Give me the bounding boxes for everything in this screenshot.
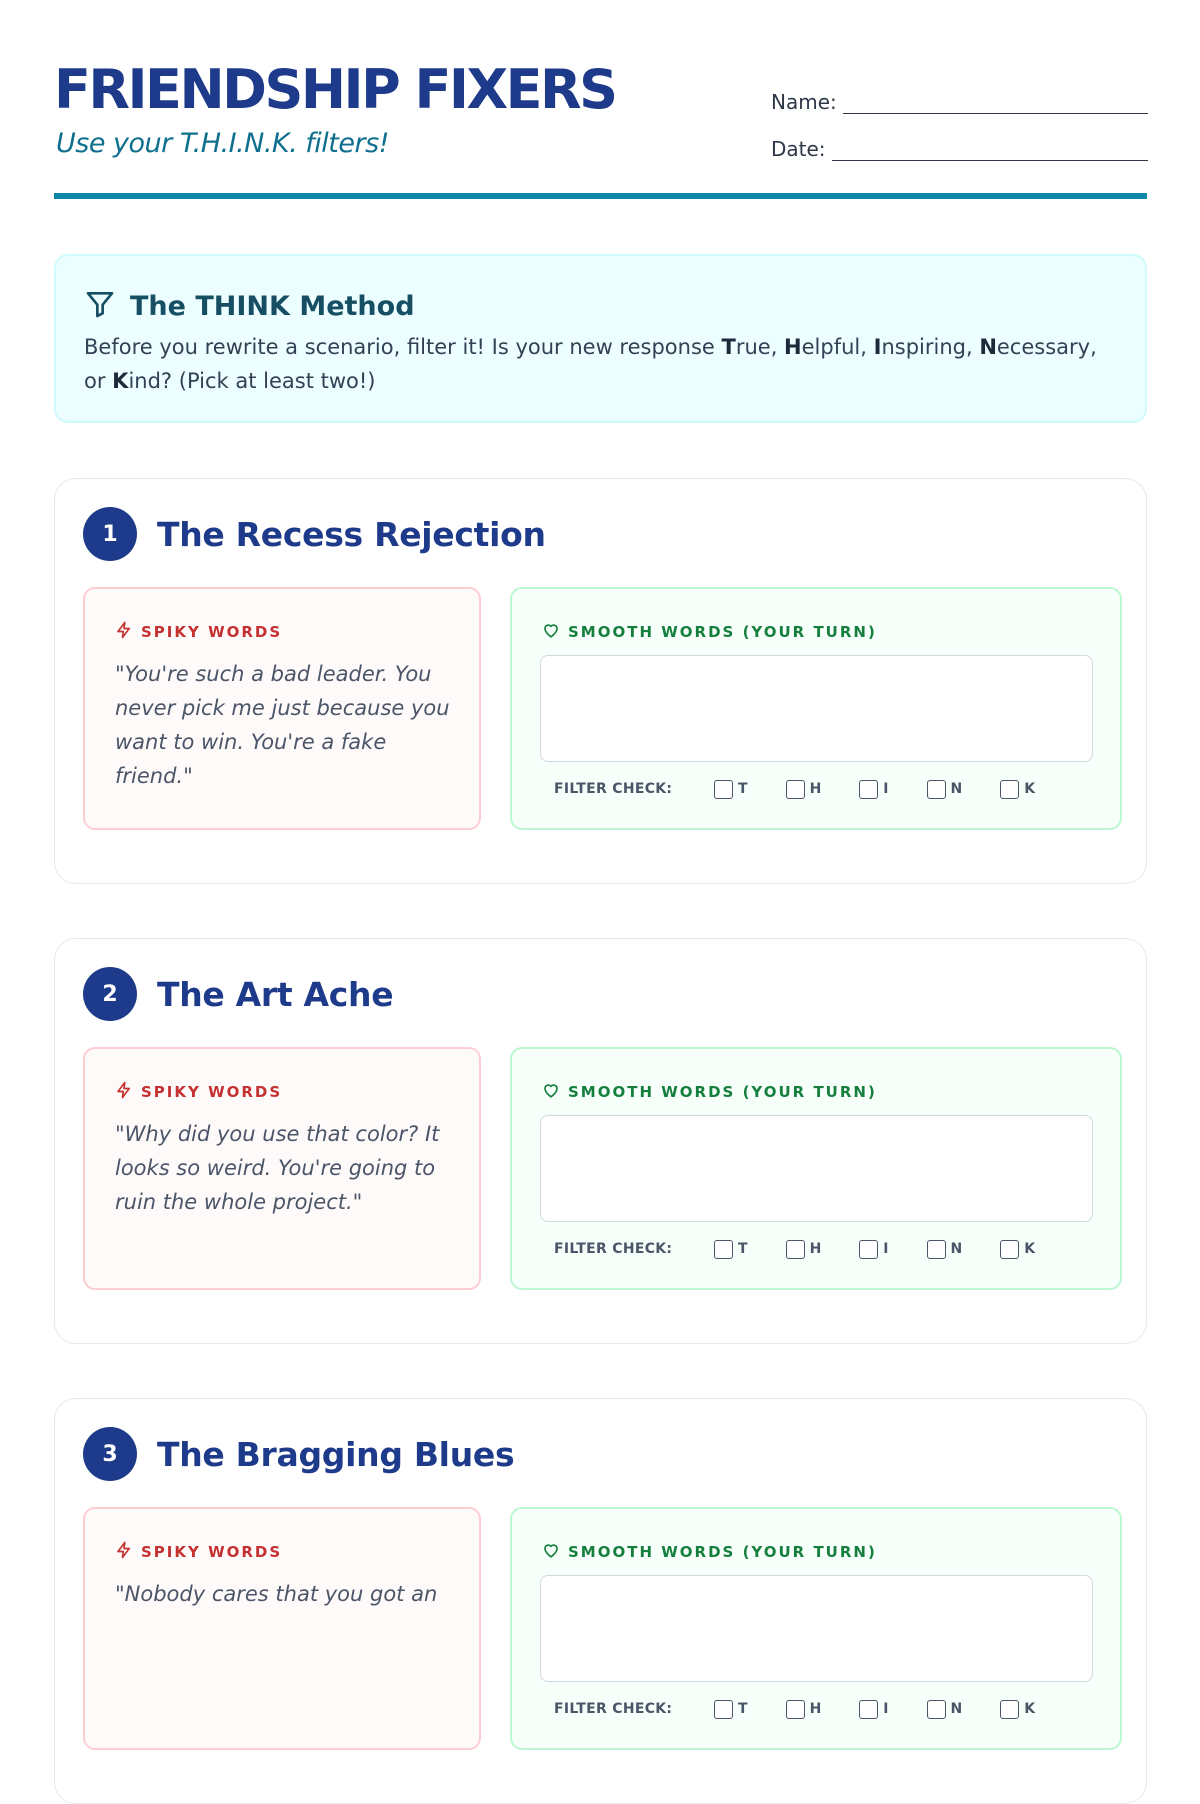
- filter-check-i[interactable]: I: [859, 1240, 888, 1259]
- checkbox[interactable]: [786, 1240, 805, 1259]
- scenario-card-1: [54, 478, 1147, 884]
- filter-check-h[interactable]: H: [786, 780, 822, 799]
- date-blank-line[interactable]: [832, 143, 1148, 161]
- filter-check-label: FILTER CHECK:: [554, 781, 673, 797]
- scenario-heading: [83, 967, 393, 1021]
- think-method-title: The THINK Method: [130, 291, 415, 322]
- checkbox[interactable]: [859, 1240, 878, 1259]
- heart-icon: [542, 621, 568, 643]
- filter-check-t[interactable]: T: [714, 780, 748, 799]
- spiky-words-quote: "Why did you use that color? It looks so weird. You're going to ruin the whole project.": [115, 1122, 440, 1214]
- filter-check-i[interactable]: I: [859, 1700, 888, 1719]
- spiky-words-label: SPIKY WORDS: [115, 1541, 282, 1563]
- worksheet-header: [54, 40, 1147, 200]
- filter-check-i[interactable]: I: [859, 780, 888, 799]
- spiky-words-quote: "Nobody cares that you got an: [115, 1582, 438, 1606]
- checkbox[interactable]: [859, 780, 878, 799]
- spiky-words-quote: "You're such a bad leader. You never pick me just because you want to win. You're a fake friend.": [115, 662, 450, 788]
- smooth-words-panel: [510, 1047, 1122, 1290]
- checkbox[interactable]: [786, 780, 805, 799]
- spiky-words-panel: [83, 1047, 481, 1290]
- scenario-card-2: [54, 938, 1147, 1344]
- checkbox[interactable]: [714, 1240, 733, 1259]
- filter-check-k[interactable]: K: [1000, 1240, 1035, 1259]
- filter-check-t[interactable]: T: [714, 1240, 748, 1259]
- filter-check-k[interactable]: K: [1000, 780, 1035, 799]
- smooth-words-answer-input[interactable]: [540, 655, 1093, 762]
- checkbox[interactable]: [927, 780, 946, 799]
- checkbox[interactable]: [714, 780, 733, 799]
- filter-check-h[interactable]: H: [786, 1240, 822, 1259]
- scenario-number-badge: 3: [83, 1427, 137, 1481]
- filter-check-n[interactable]: N: [927, 1240, 963, 1259]
- think-method-heading: [84, 288, 415, 325]
- filter-check-n[interactable]: N: [927, 1700, 963, 1719]
- checkbox[interactable]: [859, 1700, 878, 1719]
- filter-check-label: FILTER CHECK:: [554, 1701, 673, 1717]
- think-method-text: Before you rewrite a scenario, filter it! Is your new response True, Helpful, Inspiring, Necessary, or Kind? (Pick at least two!): [84, 335, 1097, 393]
- worksheet-subtitle: Use your T.H.I.N.K. filters!: [56, 128, 389, 159]
- checkbox[interactable]: [714, 1700, 733, 1719]
- filter-check-row: [554, 1696, 1084, 1722]
- scenario-number-badge: 2: [83, 967, 137, 1021]
- spiky-words-panel: [83, 1507, 481, 1750]
- scenario-title: The Bragging Blues: [157, 1434, 515, 1474]
- lightning-icon: [115, 621, 141, 643]
- checkbox[interactable]: [1000, 1700, 1019, 1719]
- filter-check-row: [554, 1236, 1084, 1262]
- name-label: Name:: [771, 90, 837, 114]
- checkbox[interactable]: [1000, 1240, 1019, 1259]
- lightning-icon: [115, 1541, 141, 1563]
- filter-check-n[interactable]: N: [927, 780, 963, 799]
- filter-icon: [84, 288, 116, 325]
- smooth-words-label: SMOOTH WORDS (YOUR TURN): [542, 1541, 877, 1563]
- filter-check-row: [554, 776, 1084, 802]
- lightning-icon: [115, 1081, 141, 1103]
- checkbox[interactable]: [786, 1700, 805, 1719]
- date-field[interactable]: [771, 137, 1148, 161]
- heart-icon: [542, 1541, 568, 1563]
- header-divider: [54, 193, 1147, 199]
- scenario-heading: [83, 507, 546, 561]
- smooth-words-label: SMOOTH WORDS (YOUR TURN): [542, 1081, 877, 1103]
- filter-check-t[interactable]: T: [714, 1700, 748, 1719]
- scenario-number-badge: 1: [83, 507, 137, 561]
- checkbox[interactable]: [927, 1240, 946, 1259]
- scenario-title: The Recess Rejection: [157, 514, 546, 554]
- filter-check-h[interactable]: H: [786, 1700, 822, 1719]
- checkbox[interactable]: [927, 1700, 946, 1719]
- smooth-words-panel: [510, 1507, 1122, 1750]
- checkbox[interactable]: [1000, 780, 1019, 799]
- filter-check-label: FILTER CHECK:: [554, 1241, 673, 1257]
- smooth-words-label: SMOOTH WORDS (YOUR TURN): [542, 621, 877, 643]
- worksheet-title: FRIENDSHIP FIXERS: [54, 58, 616, 121]
- name-field[interactable]: [771, 90, 1148, 114]
- filter-check-k[interactable]: K: [1000, 1700, 1035, 1719]
- spiky-words-panel: [83, 587, 481, 830]
- think-method-box: [54, 254, 1147, 423]
- heart-icon: [542, 1081, 568, 1103]
- name-blank-line[interactable]: [843, 96, 1148, 114]
- spiky-words-label: SPIKY WORDS: [115, 621, 282, 643]
- smooth-words-panel: [510, 587, 1122, 830]
- spiky-words-label: SPIKY WORDS: [115, 1081, 282, 1103]
- scenario-card-3: [54, 1398, 1147, 1804]
- smooth-words-answer-input[interactable]: [540, 1115, 1093, 1222]
- scenario-title: The Art Ache: [157, 974, 394, 1014]
- scenario-heading: [83, 1427, 514, 1481]
- smooth-words-answer-input[interactable]: [540, 1575, 1093, 1682]
- date-label: Date:: [771, 137, 826, 161]
